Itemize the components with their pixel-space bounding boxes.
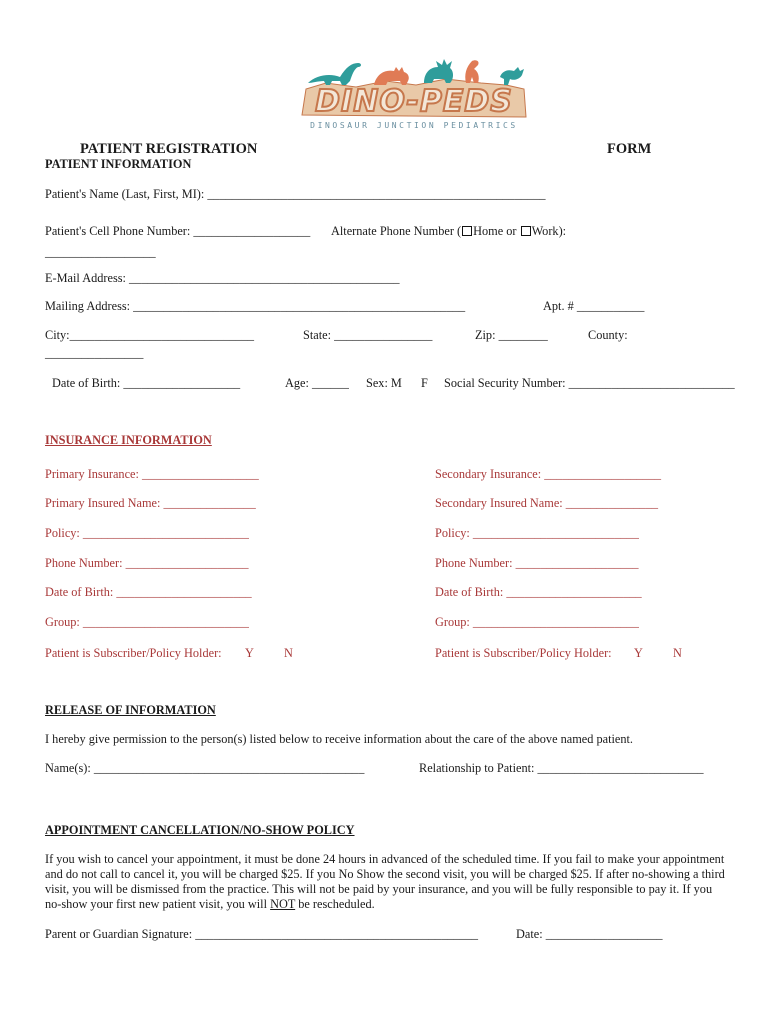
- primary-group-field[interactable]: Group: ___________________________: [45, 615, 249, 629]
- secondary-policy-field[interactable]: Policy: ___________________________: [435, 526, 639, 540]
- release-text: I hereby give permission to the person(s) listed below to receive information about the care of the above named patient.: [45, 732, 634, 746]
- sex-male-option[interactable]: Sex: M: [366, 376, 402, 390]
- email-field[interactable]: E-Mail Address: ____________________________________________: [45, 271, 400, 285]
- form-title-right: FORM: [607, 141, 652, 157]
- primary-phone-field[interactable]: Phone Number: ____________________: [45, 556, 249, 570]
- cell-phone-field[interactable]: Patient's Cell Phone Number: ___________________: [45, 224, 311, 238]
- zip-field[interactable]: Zip: ________: [475, 328, 548, 342]
- primary-subscriber-label: Patient is Subscriber/Policy Holder:: [45, 646, 222, 660]
- primary-subscriber-no[interactable]: N: [284, 646, 293, 660]
- release-heading: RELEASE OF INFORMATION: [45, 703, 216, 717]
- apt-field[interactable]: Apt. # ___________: [543, 299, 645, 313]
- primary-policy-field[interactable]: Policy: ___________________________: [45, 526, 249, 540]
- insurance-heading: INSURANCE INFORMATION: [45, 433, 212, 447]
- release-names-field[interactable]: Name(s): ____________________________________________: [45, 761, 365, 775]
- primary-subscriber-yes[interactable]: Y: [245, 646, 254, 660]
- policy-text-end: be rescheduled.: [298, 897, 375, 911]
- mailing-address-field[interactable]: Mailing Address: ______________________________________________________: [45, 299, 466, 313]
- logo-wordmark: DINO-PEDS: [315, 84, 513, 119]
- work-label: Work):: [531, 224, 567, 238]
- primary-insured-name-field[interactable]: Primary Insured Name: _______________: [45, 496, 256, 510]
- patient-name-field[interactable]: Patient's Name (Last, First, MI): _______________________________________________________: [45, 187, 546, 201]
- home-checkbox[interactable]: [462, 226, 472, 236]
- county-label: County:: [588, 328, 628, 342]
- dob-field[interactable]: Date of Birth: ___________________: [52, 376, 241, 390]
- secondary-subscriber-no[interactable]: N: [673, 646, 682, 660]
- signature-field[interactable]: Parent or Guardian Signature: ______________________________________________: [45, 927, 479, 941]
- home-label: Home or: [473, 224, 517, 238]
- policy-heading: APPOINTMENT CANCELLATION/NO-SHOW POLICY: [45, 823, 355, 837]
- logo-dino-brontosaurus: [308, 63, 361, 85]
- secondary-dob-field[interactable]: Date of Birth: ______________________: [435, 585, 642, 599]
- work-checkbox[interactable]: [521, 226, 531, 236]
- logo-dino-spiky: [424, 59, 453, 83]
- secondary-insurance-field[interactable]: Secondary Insurance: ___________________: [435, 467, 662, 481]
- secondary-group-field[interactable]: Group: ___________________________: [435, 615, 639, 629]
- policy-text-main: If you wish to cancel your appointment, it must be done 24 hours in advanced of the scheduled time. If you fail to make your appointment and do not call to cancel it, you will be charged $25. If you No Show the second visit, you will be charged $25. If after no-showing a third visit, you will be dismissed from the practice. This will not be paid by your insurance, and you will be fully responsible to pay it. If you no-show your first new patient visit, you will: [45, 852, 725, 911]
- policy-not-word: NOT: [270, 897, 296, 911]
- county-field[interactable]: ________________: [45, 346, 144, 360]
- primary-insurance-field[interactable]: Primary Insurance: ___________________: [45, 467, 259, 481]
- alternate-phone-label: Alternate Phone Number (: [331, 224, 462, 238]
- signature-date-field[interactable]: Date: ___________________: [516, 927, 663, 941]
- policy-text: [45, 852, 725, 912]
- relationship-field[interactable]: Relationship to Patient: ___________________________: [419, 761, 704, 775]
- primary-dob-field[interactable]: Date of Birth: ______________________: [45, 585, 252, 599]
- patient-info-heading: PATIENT INFORMATION: [45, 157, 192, 171]
- secondary-subscriber-label: Patient is Subscriber/Policy Holder:: [435, 646, 612, 660]
- logo-dino-trex: [465, 60, 479, 83]
- secondary-subscriber-yes[interactable]: Y: [634, 646, 643, 660]
- dino-peds-logo: [296, 55, 532, 135]
- city-field[interactable]: City:______________________________: [45, 328, 255, 342]
- logo-dino-small: [500, 67, 524, 85]
- secondary-phone-field[interactable]: Phone Number: ____________________: [435, 556, 639, 570]
- age-field[interactable]: Age: ______: [285, 376, 349, 390]
- state-field[interactable]: State: ________________: [303, 328, 433, 342]
- sex-female-option[interactable]: F: [421, 376, 428, 390]
- form-title-left: PATIENT REGISTRATION: [80, 141, 258, 157]
- secondary-insured-name-field[interactable]: Secondary Insured Name: _______________: [435, 496, 659, 510]
- alternate-phone-line[interactable]: __________________: [45, 245, 156, 259]
- logo-tagline: DINOSAUR JUNCTION PEDIATRICS: [310, 121, 518, 130]
- ssn-field[interactable]: Social Security Number: ___________________________: [444, 376, 735, 390]
- alternate-phone-field[interactable]: [331, 224, 566, 239]
